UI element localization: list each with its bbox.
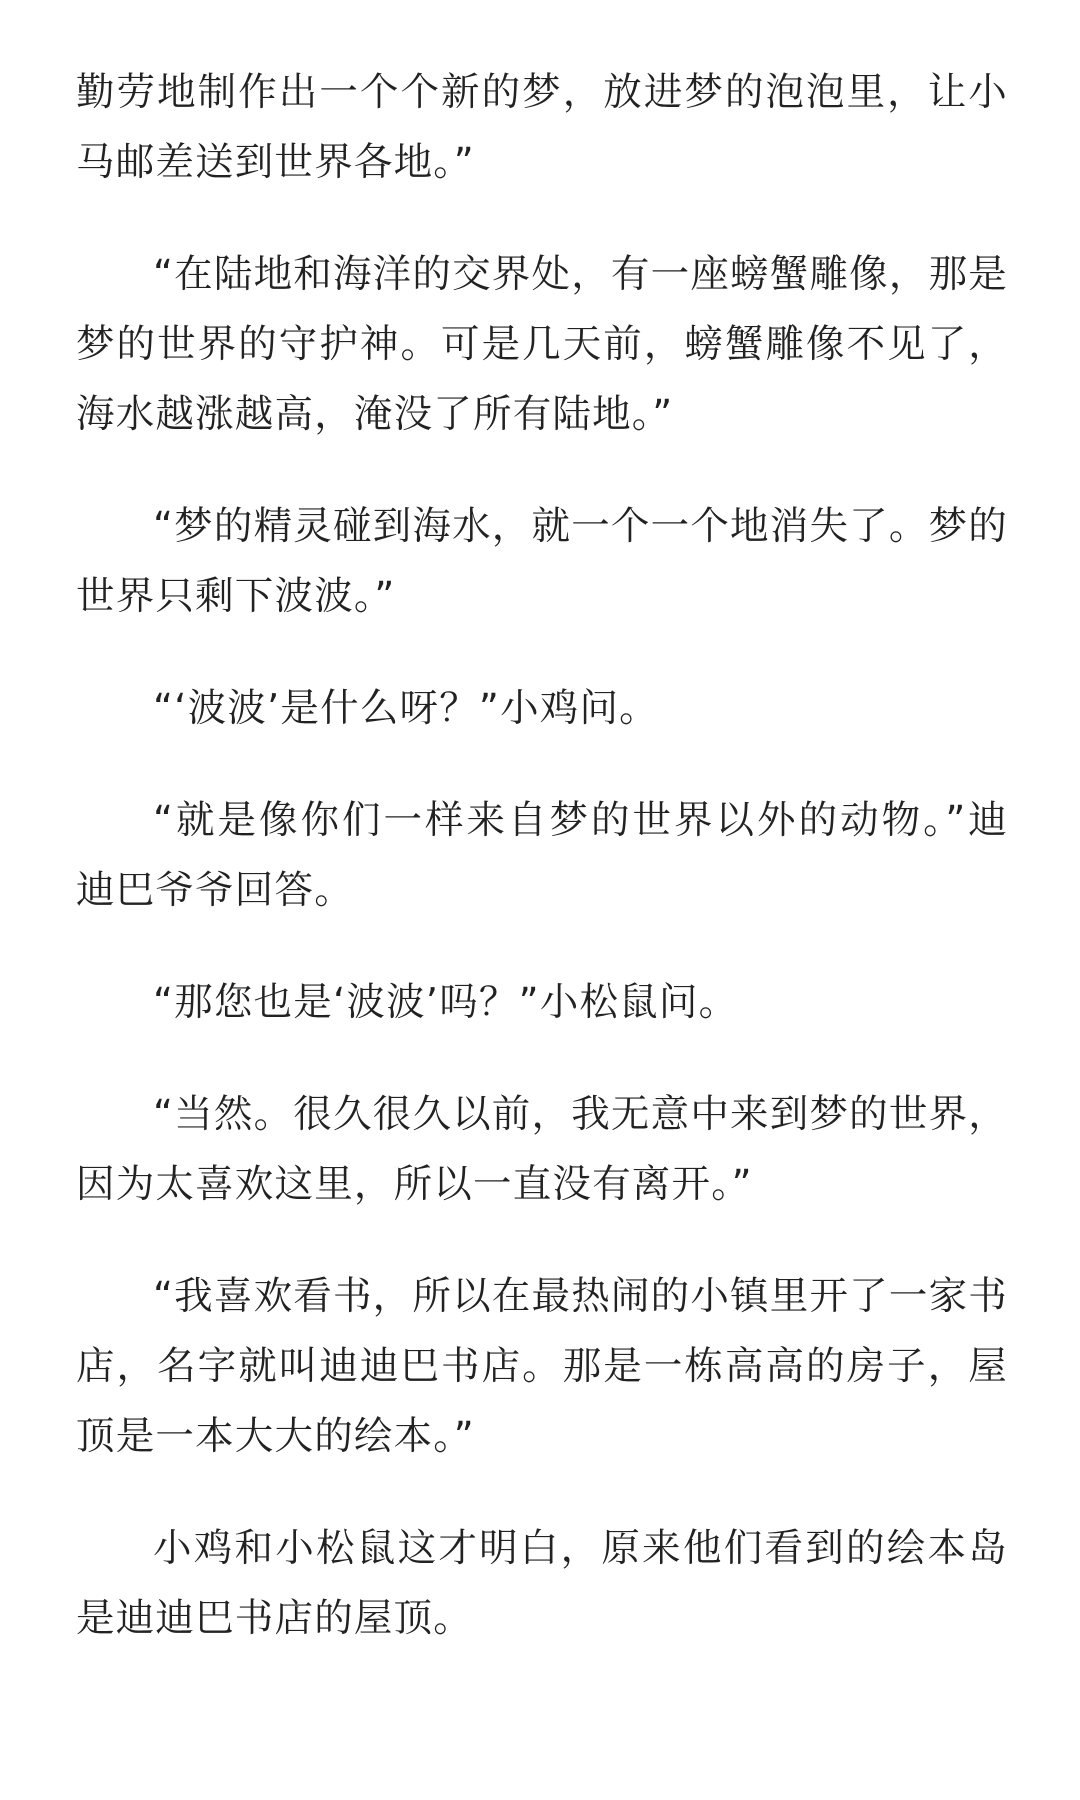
paragraph-1: 勤劳地制作出一个个新的梦，放进梦的泡泡里，让小马邮差送到世界各地。”	[76, 70, 1008, 185]
paragraph-5: “就是像你们一样来自梦的世界以外的动物。”迪迪巴爷爷回答。	[76, 798, 1008, 913]
paragraph-6: “那您也是‘波波’吗？”小松鼠问。	[153, 980, 739, 1025]
paragraph-4: “‘波波’是什么呀？”小鸡问。	[153, 686, 659, 731]
paragraph-2: “在陆地和海洋的交界处，有一座螃蟹雕像，那是梦的世界的守护神。可是几天前，螃蟹雕像不见了，海水越涨越高，淹没了所有陆地。”	[76, 252, 1008, 437]
paragraph-9: 小鸡和小松鼠这才明白，原来他们看到的绘本岛是迪迪巴书店的屋顶。	[76, 1526, 1008, 1641]
paragraph-7: “当然。很久很久以前，我无意中来到梦的世界，因为太喜欢这里，所以一直没有离开。”	[76, 1092, 1008, 1207]
paragraph-3: “梦的精灵碰到海水，就一个一个地消失了。梦的世界只剩下波波。”	[76, 504, 1008, 619]
paragraph-8: “我喜欢看书，所以在最热闹的小镇里开了一家书店，名字就叫迪迪巴书店。那是一栋高高的房子，屋顶是一本大大的绘本。”	[76, 1274, 1008, 1459]
